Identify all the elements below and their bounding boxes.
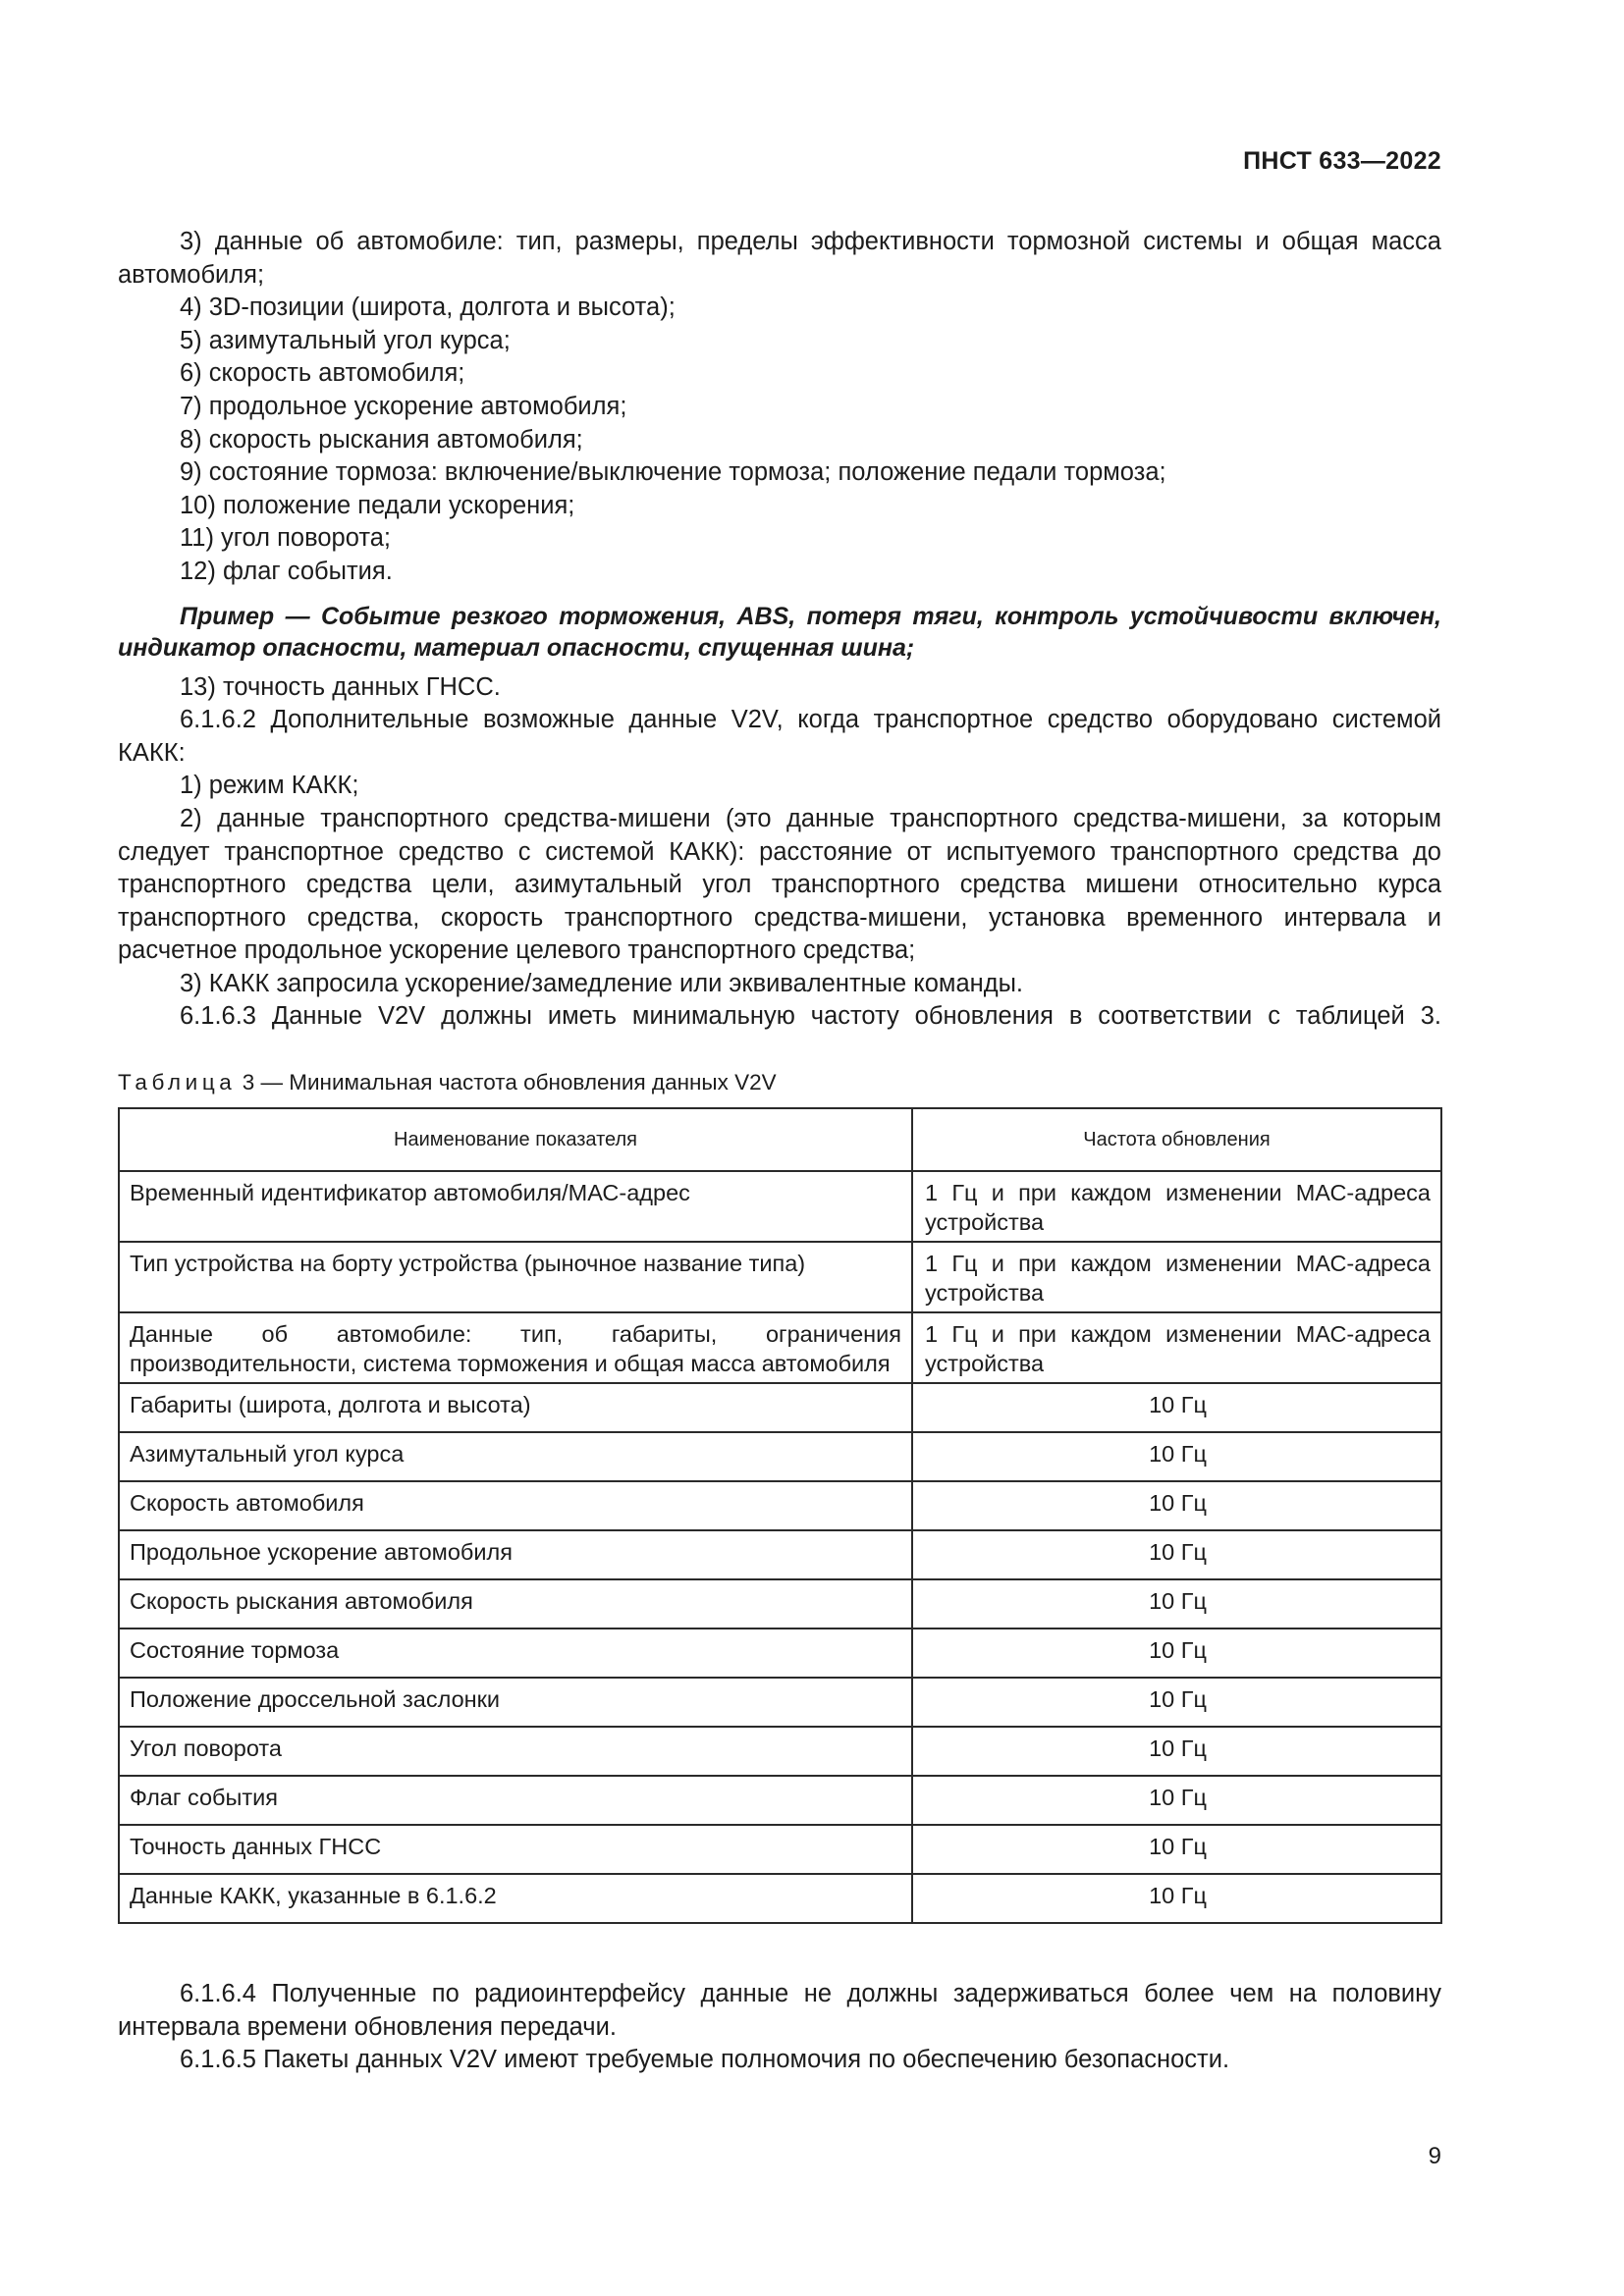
cell-frequency: 1 Гц и при каждом изменении МАС-адреса устройства xyxy=(912,1171,1441,1242)
cell-frequency: 10 Гц xyxy=(912,1530,1441,1579)
cell-parameter: Состояние тормоза xyxy=(119,1629,912,1678)
cell-parameter: Габариты (широта, долгота и высота) xyxy=(119,1383,912,1432)
table-row xyxy=(119,1242,1441,1312)
clause-6-1-6-3: 6.1.6.3 Данные V2V должны иметь минимальную частоту обновления в соответствии с таблицей 3. xyxy=(180,1002,1441,1031)
after-table-text xyxy=(118,1978,1441,2077)
clause-6-1-6-2: 6.1.6.2 Дополнительные возможные данные V2V, когда транспортное средство оборудовано системой КАКК: xyxy=(118,706,1441,767)
cell-parameter: Тип устройства на борту устройства (рыночное название типа) xyxy=(119,1242,912,1312)
table-row xyxy=(119,1678,1441,1727)
list-item: 1) режим КАКК; xyxy=(180,772,359,800)
table-row xyxy=(119,1312,1441,1383)
table-row xyxy=(119,1579,1441,1629)
table-row xyxy=(119,1383,1441,1432)
cell-frequency: 10 Гц xyxy=(912,1727,1441,1776)
cell-parameter: Скорость рыскания автомобиля xyxy=(119,1579,912,1629)
example-note: Пример — Событие резкого торможения, ABS, потеря тяги, контроль устойчивости включен, индикатор опасности, материал опасности, спущенная шина; xyxy=(118,602,1441,662)
cell-parameter: Точность данных ГНСС xyxy=(119,1825,912,1874)
list-item: 11) угол поворота; xyxy=(180,524,392,553)
column-header-name: Наименование показателя xyxy=(119,1108,912,1171)
list-item: 9) состояние тормоза: включение/выключение тормоза; положение педали тормоза; xyxy=(180,458,1166,487)
table-row xyxy=(119,1825,1441,1874)
cell-parameter: Временный идентификатор автомобиля/МАС-адрес xyxy=(119,1171,912,1242)
update-frequency-table xyxy=(118,1107,1442,1924)
document-id-header: ПНСТ 633—2022 xyxy=(1243,147,1441,175)
table-row xyxy=(119,1629,1441,1678)
list-item: 3) данные об автомобиле: тип, размеры, пределы эффективности тормозной системы и общая масса автомобиля; xyxy=(118,228,1441,289)
cell-parameter: Флаг события xyxy=(119,1776,912,1825)
list-item: 8) скорость рыскания автомобиля; xyxy=(180,425,583,454)
cell-frequency: 1 Гц и при каждом изменении МАС-адреса устройства xyxy=(912,1312,1441,1383)
cell-frequency: 10 Гц xyxy=(912,1481,1441,1530)
cell-frequency: 10 Гц xyxy=(912,1825,1441,1874)
cell-parameter: Угол поворота xyxy=(119,1727,912,1776)
table-caption xyxy=(118,1068,777,1097)
cell-frequency: 10 Гц xyxy=(912,1579,1441,1629)
table-row xyxy=(119,1776,1441,1825)
cell-frequency: 10 Гц xyxy=(912,1629,1441,1678)
cell-parameter: Положение дроссельной заслонки xyxy=(119,1678,912,1727)
table-caption-text: 3 — Минимальная частота обновления данных V2V xyxy=(242,1070,777,1095)
table-row xyxy=(119,1530,1441,1579)
cell-parameter: Скорость автомобиля xyxy=(119,1481,912,1530)
cell-parameter: Азимутальный угол курса xyxy=(119,1432,912,1481)
list-item: 6) скорость автомобиля; xyxy=(180,359,465,388)
list-item: 4) 3D-позиции (широта, долгота и высота); xyxy=(180,294,676,322)
list-item: 2) данные транспортного средства-мишени (это данные транспортного средства-мишени, за которым следует транспортное средство с системой КАКК): расстояние от испытуемого транспортного средства до транспортного средства цели, азимутальный угол транспортного средства мишени относительно курса транспортного средства, скорость транспортного средства-мишени, установка временного интервала и расчетное продольное ускорение целевого транспортного средства; xyxy=(118,804,1441,965)
table-row xyxy=(119,1432,1441,1481)
list-item: 3) КАКК запросила ускорение/замедление или эквивалентные команды. xyxy=(180,969,1024,997)
table-header-row xyxy=(119,1108,1441,1171)
list-item: 5) азимутальный угол курса; xyxy=(180,326,511,354)
list-item: 12) флаг события. xyxy=(180,557,393,585)
main-text xyxy=(118,226,1441,1034)
cell-frequency: 10 Гц xyxy=(912,1874,1441,1923)
table-row xyxy=(119,1481,1441,1530)
list-item: 7) продольное ускорение автомобиля; xyxy=(180,392,627,420)
table-caption-label: Таблица xyxy=(118,1070,237,1095)
table-row xyxy=(119,1874,1441,1923)
cell-frequency: 1 Гц и при каждом изменении МАС-адреса устройства xyxy=(912,1242,1441,1312)
list-item: 13) точность данных ГНСС. xyxy=(180,672,501,701)
cell-parameter: Данные об автомобиле: тип, габариты, ограничения производительности, система торможения и общая масса автомобиля xyxy=(119,1312,912,1383)
cell-frequency: 10 Гц xyxy=(912,1432,1441,1481)
cell-frequency: 10 Гц xyxy=(912,1678,1441,1727)
cell-frequency: 10 Гц xyxy=(912,1383,1441,1432)
column-header-frequency: Частота обновления xyxy=(912,1108,1441,1171)
table-row xyxy=(119,1171,1441,1242)
cell-parameter: Данные КАКК, указанные в 6.1.6.2 xyxy=(119,1874,912,1923)
table-row xyxy=(119,1727,1441,1776)
list-item: 10) положение педали ускорения; xyxy=(180,491,575,519)
clause-6-1-6-5: 6.1.6.5 Пакеты данных V2V имеют требуемые полномочия по обеспечению безопасности. xyxy=(180,2046,1230,2074)
cell-frequency: 10 Гц xyxy=(912,1776,1441,1825)
clause-6-1-6-4: 6.1.6.4 Полученные по радиоинтерфейсу данные не должны задерживаться более чем на половину интервала времени обновления передачи. xyxy=(118,1980,1441,2041)
cell-parameter: Продольное ускорение автомобиля xyxy=(119,1530,912,1579)
page-number: 9 xyxy=(1428,2143,1441,2169)
